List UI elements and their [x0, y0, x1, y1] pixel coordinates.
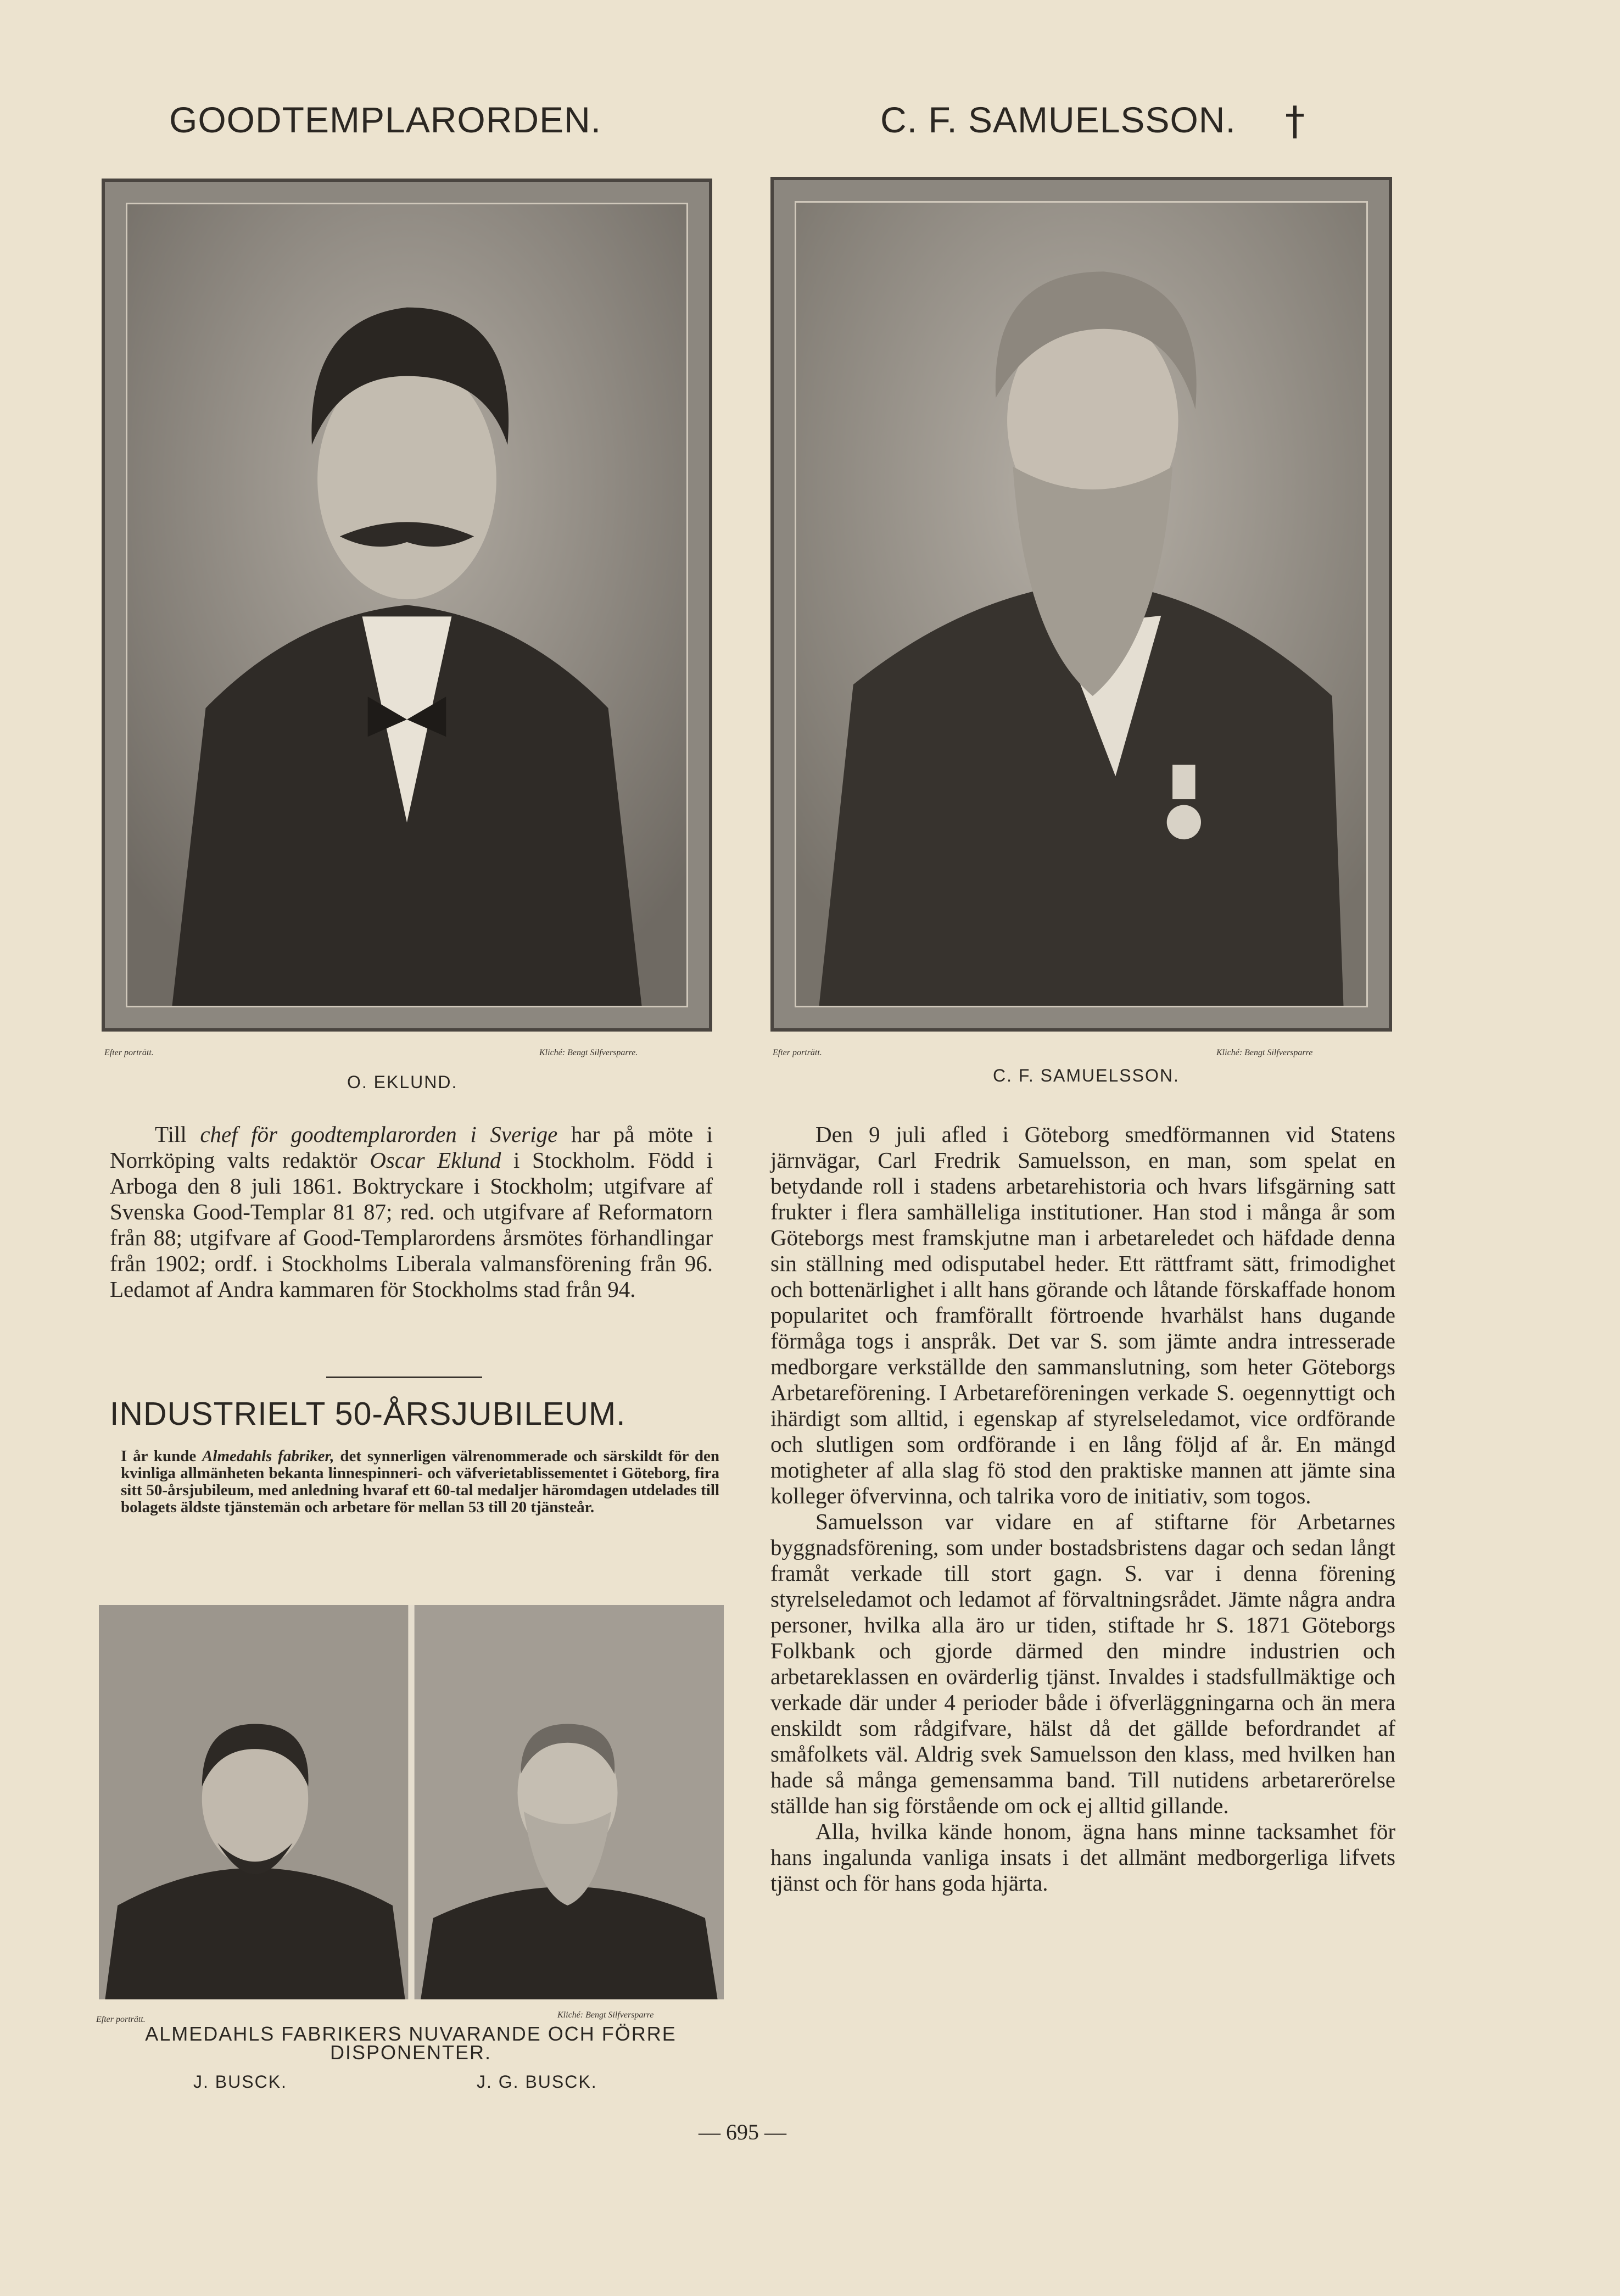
- samuelsson-caption: C. F. SAMUELSSON.: [993, 1066, 1180, 1085]
- busck-credit-left: Efter porträtt.: [96, 2015, 146, 2024]
- heading-samuelsson: C. F. SAMUELSSON.: [880, 99, 1236, 140]
- portrait-samuelsson-image: [796, 203, 1366, 1006]
- jubileum-article: I år kunde Almedahls fabriker, det synnerligen välrenommerade och särskildt för den kvinliga allmänheten bekanta linnespinneri- och väfverietablissementet i Göteborg, fira sitt 50-årsjubileum, med anledning hvaraf ett 60-tal medaljer häromdagen utdelades till bolagets äldste tjänstemän och arbetare för mellan 53 till 20 tjänsteår.: [121, 1447, 720, 1516]
- eklund-article: Till chef för goodtemplarorden i Sverige har på möte i Norrköping valts redaktör Oscar Eklund i Stockholm. Född i Arboga den 8 juli 1861. Boktryckare i Stockholm; utgifvare af Svenska Good-Templar 81 87; red. och utgifvare af Reformatorn från 88; utgifvare af Good-Templarordens årsmötes förhandlingar från 1902; ordf. i Stockholms Liberala valmansförening från 96. Ledamot af Andra kammaren för Stockholms stad från 94.: [110, 1122, 713, 1302]
- section-heading-jubileum: INDUSTRIELT 50-ÅRSJUBILEUM.: [110, 1396, 626, 1432]
- busck-caption-right: J. G. BUSCK.: [477, 2072, 597, 2092]
- busck-caption-left: J. BUSCK.: [193, 2072, 287, 2092]
- samuelsson-paragraph-3: Alla, hvilka kände honom, ägna hans minne tacksamhet för hans ingalunda vanliga insats i det allmänt medborgerliga lifvets tjänst och för hans goda hjärta.: [770, 1819, 1395, 1896]
- cross-icon: †: [1285, 98, 1305, 144]
- section-divider: [326, 1377, 482, 1378]
- eklund-caption: O. EKLUND.: [347, 1072, 458, 1092]
- busck-caption-main: ALMEDAHLS FABRIKERS NUVARANDE OCH FÖRRE DISPONENTER.: [145, 2022, 677, 2064]
- portrait-eklund-image: [127, 204, 686, 1006]
- eklund-credit-left: Efter porträtt.: [104, 1048, 154, 1057]
- portrait-eklund: [102, 179, 712, 1032]
- portrait-busck-pair: [99, 1605, 724, 1999]
- portrait-busck-image: [99, 1605, 724, 1999]
- heading-goodtemplarorden: GOODTEMPLARORDEN.: [169, 99, 602, 140]
- samuelsson-paragraph-2: Samuelsson var vidare en af stiftarne för Arbetarnes byggnadsförening, som under bostadsbristens dagar och sedan långt framåt verkade till stort gagn. S. var i denna förening styrelseledamot och ledamot af förvaltningsrådet. Jämte några andra personer, hvilka alla äro ur tiden, stiftade hr S. 1871 Göteborgs Folkbank och gjorde därmed den mindre industrien och arbetareklassen en ovärderlig tjänst. Invaldes i stadsfullmäktige och verkade där under 4 perioder både i öfverläggningarna och än mera enskildt som rådgifvare, hälst då det gällde befordrandet af småfolkets väl. Aldrig svek Samuelsson den klass, med hvilken han hade så många gemensamma band. Till nutidens arbetarerörelse ställde han sig förstående om ock ej alltid gillande.: [770, 1509, 1395, 1818]
- page-number: — 695 —: [699, 2120, 786, 2144]
- portrait-samuelsson: [770, 177, 1392, 1032]
- samuelsson-credit-left: Efter porträtt.: [773, 1048, 822, 1057]
- samuelsson-paragraph-1: Den 9 juli afled i Göteborg smedförmannen vid Statens järnvägar, Carl Fredrik Samuelsson, en man, som spelat en betydande roll i stadens arbetarehistoria och hvars lifsgärning satt frukter i flera samhälleliga institutioner. Han stod i många år som Göteborgs mest framskjutne man i arbetareledet och häfdade denna sin ställning med odisputabel heder. Ett rättframt sätt, frimodighet och bottenärlighet i allt hans görande och låtande förskaffade honom popularitet och framförallt förtroende hvarhälst hans dugande förmåga togs i anspråk. Det var S. som jämte andra intresserade medborgare verkställde den sammanslutning, som heter Göteborgs Arbetareförening. I Arbetareföreningen verkade S. oegennyttigt och ihärdigt som alltid, i egenskap af styrelseledamot, vice ordförande och slutligen som ordförande i en lång följd af år. En mängd motigheter af alla slag fö stod den praktiske mannen att jämte sina kolleger öfvervinna, och talrika voro de initiativ, som togos.: [770, 1122, 1395, 1508]
- eklund-credit-right: Kliché: Bengt Silfversparre.: [539, 1048, 638, 1057]
- samuelsson-credit-right: Kliché: Bengt Silfversparre: [1216, 1048, 1313, 1057]
- samuelsson-article: [770, 1122, 1395, 1896]
- busck-credit-right: Kliché: Bengt Silfversparre: [557, 2010, 654, 2020]
